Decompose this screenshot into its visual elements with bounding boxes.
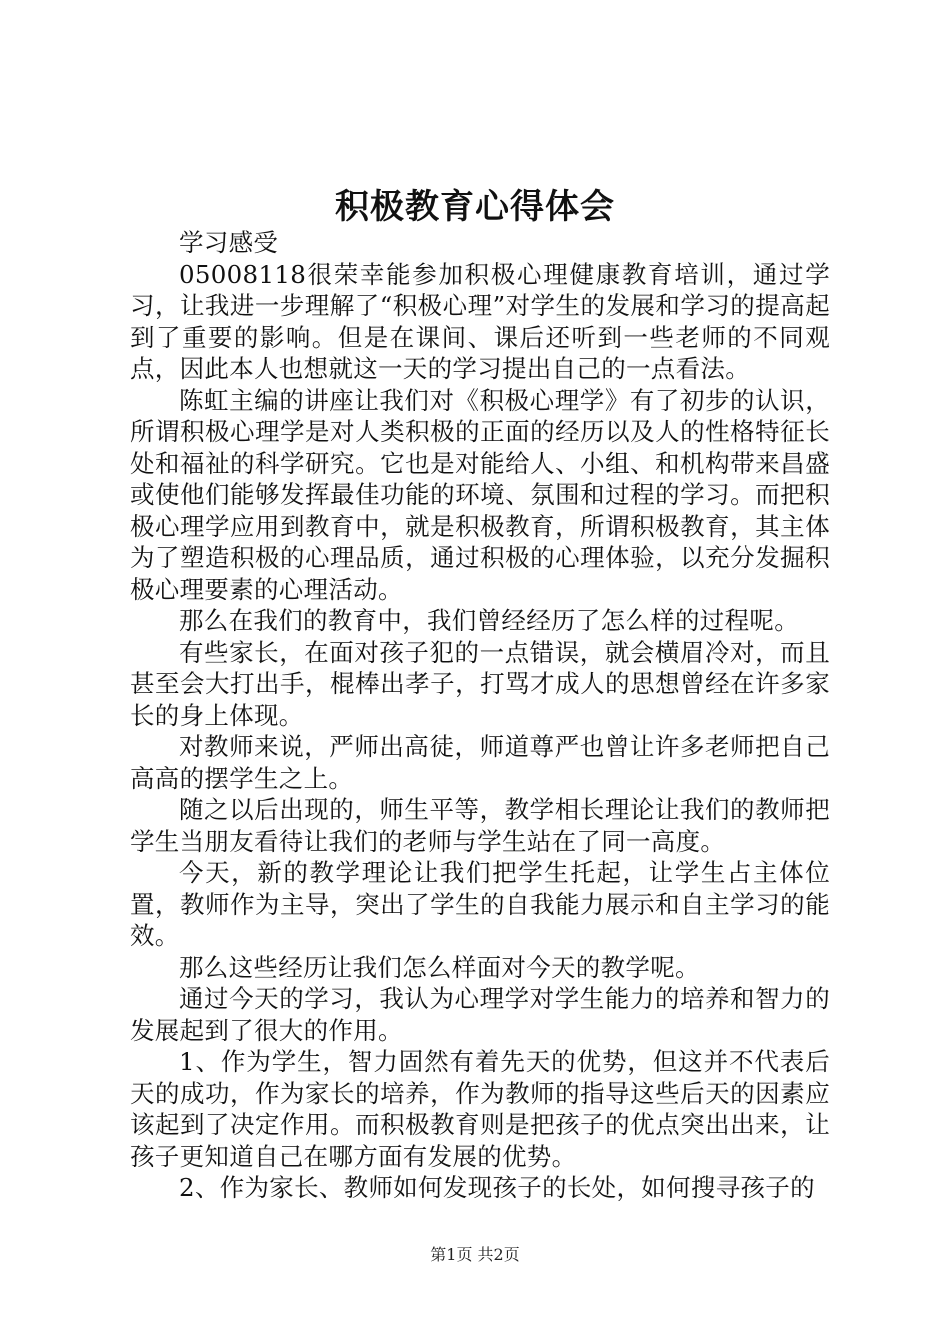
paragraph: 随之以后出现的，师生平等，教学相长理论让我们的教师把学生当朋友看待让我们的老师与学生站在了同一高度。 [130, 795, 830, 856]
paragraph: 学习感受 [179, 228, 279, 257]
paragraph: 那么这些经历让我们怎么样面对今天的教学呢。 [179, 952, 700, 982]
document-body [130, 227, 830, 1204]
paragraph: 1、作为学生，智力固然有着先天的优势，但这并不代表后天的成功，作为家长的培养，作为教师的指导这些后天的因素应该起到了决定作用。而积极教育则是把孩子的优点突出出来，让孩子更知道自己在哪方面有发展的优势。 [130, 1047, 830, 1171]
paragraph: 今天，新的教学理论让我们把学生托起，让学生占主体位置，教师作为主导，突出了学生的自我能力展示和自主学习的能效。 [130, 858, 830, 950]
document-title: 积极教育心得体会 [335, 187, 615, 227]
paragraph: 通过今天的学习，我认为心理学对学生能力的培养和智力的发展起到了很大的作用。 [130, 984, 830, 1045]
paragraph: 2、作为家长、教师如何发现孩子的长处，如何搜寻孩子的 [179, 1173, 815, 1202]
paragraph: 那么在我们的教育中，我们曾经经历了怎么样的过程呢。 [179, 606, 799, 635]
paragraph: 有些家长，在面对孩子犯的一点错误，就会横眉冷对，而且甚至会大打出手，棍棒出孝子，打骂才成人的思想曾经在许多家长的身上体现。 [130, 637, 830, 730]
paragraph: 对教师来说，严师出高徒，师道尊严也曾让许多老师把自己高高的摆学生之上。 [130, 732, 830, 793]
paragraph: 05008118很荣幸能参加积极心理健康教育培训，通过学习，让我进一步理解了“积极心理”对学生的发展和学习的提高起到了重要的影响。但是在课间、课后还听到一些老师的不同观点，因此本人也想就这一天的学习提出自己的一点看法。 [130, 259, 830, 383]
page-footer: 第1页 共2页 [430, 1245, 520, 1264]
paragraph: 陈虹主编的讲座让我们对《积极心理学》有了初步的认识，所谓积极心理学是对人类积极的正面的经历以及人的性格特征长处和福祉的科学研究。它也是对能给人、小组、和机构带来昌盛或使他们能够发挥最佳功能的环境、氛围和过程的学习。而把积极心理学应用到教育中，就是积极教育，所谓积极教育，其主体为了塑造积极的心理品质，通过积极的心理体验，以充分发掘积极心理要素的心理活动。 [130, 385, 830, 604]
